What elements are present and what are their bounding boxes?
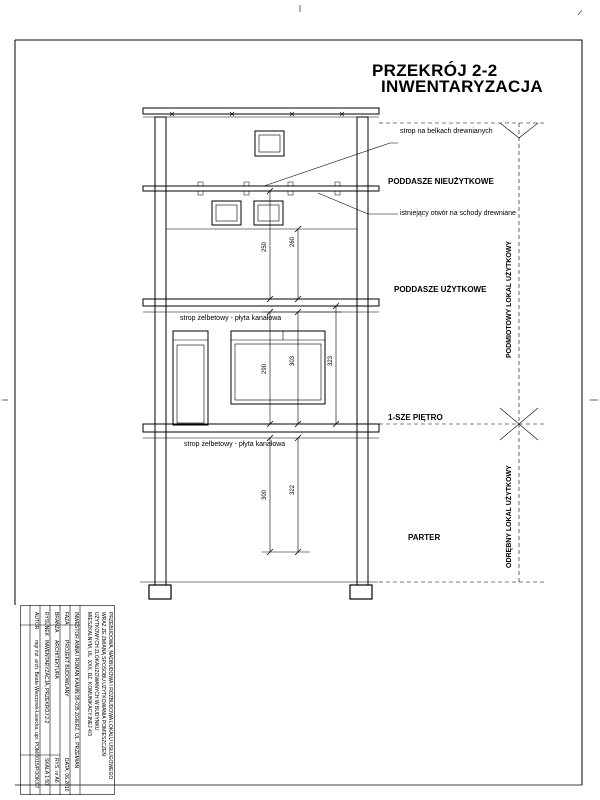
tb-sheet-label: RYS. nr A6 xyxy=(53,758,59,783)
level-label-first-floor: 1-SZE PIĘTRO xyxy=(388,413,443,422)
tb-drawing-label: RYSUNEK xyxy=(43,612,49,637)
dim-floor1-b: 303 xyxy=(290,355,296,366)
tb-branch-value: ARCHITEKTURA xyxy=(53,640,59,679)
note-rc-slab-upper: strop żelbetowy - płyta kanałowa xyxy=(180,315,282,322)
dim-floor1-c: 323 xyxy=(328,355,334,366)
note-stair-opening: istniejący otwór na schody drewniane xyxy=(400,210,516,217)
tb-project-line-2: WRAZ ZE ZMIANĄ SPOSOBU UŻYTKOWANIA POMIESZCZEŃ xyxy=(100,612,106,756)
tb-investor-label: INWESTOR xyxy=(73,612,79,639)
level-label-attic-unused: PODDASZE NIEUŻYTKOWE xyxy=(388,177,494,186)
dimension-lines xyxy=(262,188,342,555)
tb-date-label: DATA: 06.2010 xyxy=(63,758,69,792)
tb-investor-value: ANNA I ROMAN KAMIŃ 95-035 ZGIERZ, UL. PRZEMIAN xyxy=(73,640,79,769)
floor1-large-window xyxy=(231,331,325,404)
windows xyxy=(173,131,325,425)
note-timber-ceiling: strop na belkach drewnianych xyxy=(400,128,493,135)
level-label-ground-floor: PARTER xyxy=(408,533,441,542)
dim-floor1-a: 290 xyxy=(262,363,268,374)
floor1-door-window xyxy=(173,331,208,425)
tb-project-line-4: MIESZKALNYM, UL. XXX, DZ. KOMUNIKACYJNEJ 4/3 xyxy=(86,612,92,736)
tb-scale-label: SKALA 1:50 xyxy=(43,758,49,785)
note-rc-slab-lower: strop żelbetowy - płyta kanałowa xyxy=(184,441,286,448)
tb-author-value: mgr inż. arch. Beata Wieczorek-Lisiecka, upr. POM/0015/POOK/07 xyxy=(33,640,39,789)
drawing-title: PRZEKRÓJ 2-2 xyxy=(372,61,498,80)
level-label-attic-used: PODDASZE UŻYTKOWE xyxy=(394,285,487,294)
tb-branch-label: BRANŻA xyxy=(53,612,59,633)
tb-author-label: AUTOR xyxy=(33,612,39,630)
tb-project-line-3: UŻYTKOWYCH ZLOKALIZOWANYCH W BUDYNKU xyxy=(93,612,99,731)
side-label-lower-unit: ODRĘBNY LOKAL UŻYTKOWY xyxy=(506,465,513,568)
dim-ground-a: 300 xyxy=(262,489,268,500)
dim-attic-a: 250 xyxy=(262,241,268,252)
tb-phase-label: FAZA xyxy=(63,612,69,625)
drawing-subtitle: INWENTARYZACJA xyxy=(381,77,543,96)
attic-window-left xyxy=(212,201,241,225)
dim-ground-b: 322 xyxy=(290,484,296,495)
roof-window xyxy=(255,131,284,156)
tb-phase-value: PROJEKT BUDOWLANY xyxy=(63,640,69,697)
dim-attic-b: 260 xyxy=(290,236,296,247)
unit-markers xyxy=(379,123,545,582)
attic-window-right xyxy=(254,201,283,225)
side-label-upper-unit: PODMIOTOWY LOKAL UŻYTKOWY xyxy=(506,240,513,358)
building-section xyxy=(140,108,379,599)
tb-project-line-1: PRZEBUDOWA, NADBUDOWA I ROZBUDOWA LOKALU USŁUGOWEGO xyxy=(107,612,113,780)
tb-drawing-value: INWENTARYZACJA, PRZEKRÓJ 2-2 xyxy=(43,640,49,724)
